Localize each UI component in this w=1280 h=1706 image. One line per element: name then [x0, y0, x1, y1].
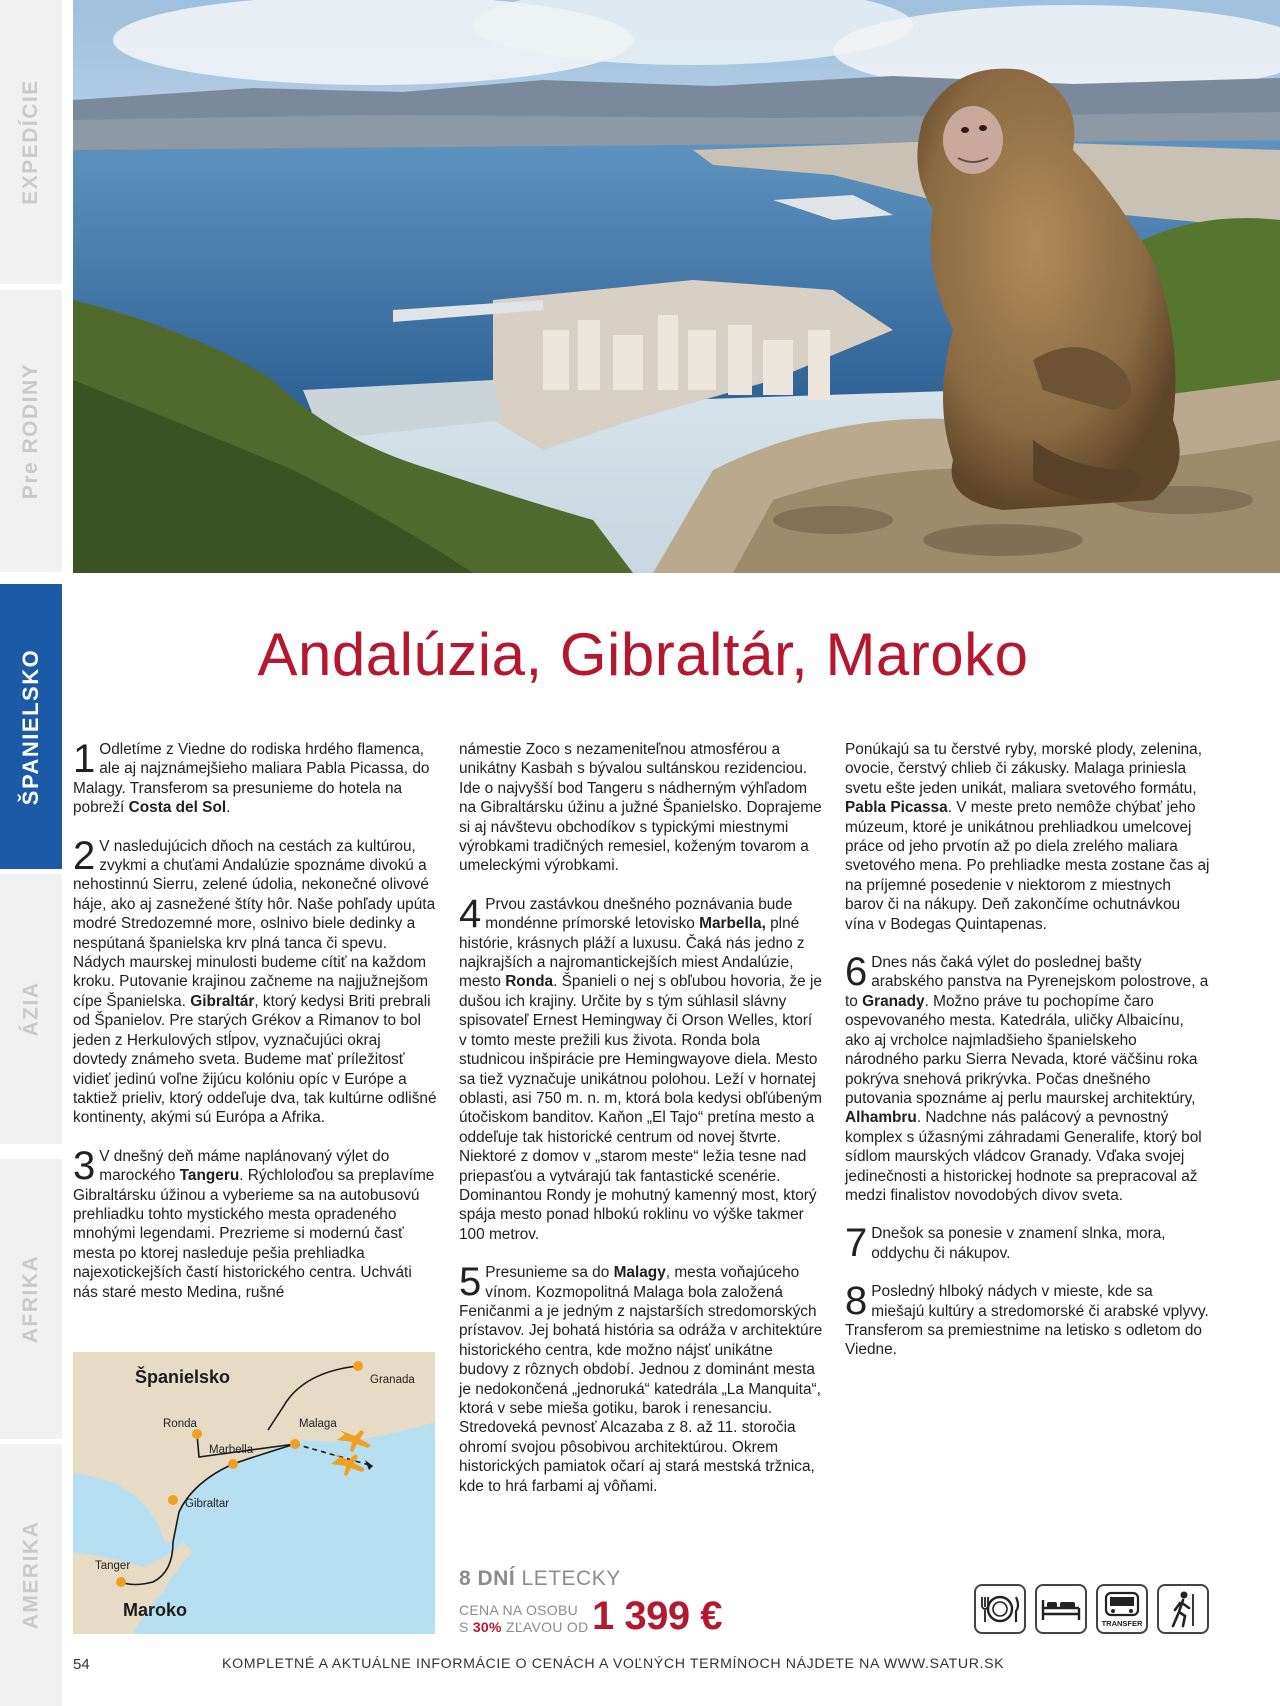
day-text: . Možno práve tu pochopíme čaro ospevovaného mesta. Katedrála, uličky Albaicínu, ako aj vrcholce najmladšieho španielskeho národného parku Sierra Nevada, ktoré väčšinu roka pokrýva snehová prikrývka. Počas dnešného putovania spoznáme aj perlu maurskej architektúry, — [845, 992, 1198, 1107]
day-text: , mesta voňajúceho vínom. Kozmopolitná Malaga bola založená Feničanmi a je jedným z najstarších stredomorských prístavov. Jej bohatá história sa odráža v architektúre historického centra, kde možno nájsť unikátne budovy z rôznych období. Jednou z dominánt mesta je nedokončená „jednoruká“ katedrála „La Manquita“, ktorá v sebe mieša gotiku, barok i renesanciu. Stredoveká pevnosť Alcazaba z 8. až 11. storočia ohromí svojou pôsobivou architektúrou. Okrem historických pamiatok očarí aj stará mestská tržnica, kde to hrá farbami aj vôňami. — [459, 1264, 823, 1495]
day-text: . V meste preto nemôže chýbať jeho múzeum, ktoré je unikátnou prehliadkou umelcovej práce od jeho prvotín až po diela zrelého maliara svetového mena. Po prehliadke mesta zostane čas aj na príjemné posedenie v niektorom z miestnych barov či na nákupy. Deň zakončíme ochutnávkou vína v Bodegas Quintapenas. — [845, 799, 1210, 933]
tab-afrika[interactable] — [0, 1159, 62, 1439]
day-text: . Španieli o nej s obľubou hovoria, že je dušou ich krajiny. Určite by s tým súhlasil slávny spisovateľ Ernest Hemingway či Orson Welles, ktorí v tomto meste prežili kus života. Ronda bola studnicou inšpirácie pre Hemingwayove diela. Mesto sa tiež vyznačuje unikátnou polohou. Leží v hornatej oblasti, asi 750 m. n. m, ktorá bola kedysi obľúbeným útočiskom banditov. Kaňon „El Tajo“ pretína mesto a oddeľuje tak historické centrum od novej štvrte. Niektoré z domov v „starom meste“ ležia tesne nad priepasťou a vytvárajú tak fantastické scenérie. Dominantou Rondy je mohutný kamenný most, ktorý spája mesto ponad hlbokú roklinu vo výške takmer 100 metrov. — [459, 973, 822, 1243]
itinerary-day-8 — [845, 1279, 1210, 1360]
transfer-bus-icon — [1096, 1584, 1148, 1634]
day-text: , ktorý kedysi Briti prebrali od Španielov. Pre starých Grékov a Rimanov to bol jeden z Herkulových stĺpov, vyznačujúci okraj dovtedy známeho sveta. Budeme mať príležitosť vidieť jedinú voľne žijúcu kolóniu opíc v Európe a taktiež prieliv, ktorý oddeľuje dva, tak kultúrne odlišné kontinenty, akými sú Európa a Afrika. — [73, 992, 437, 1127]
map-label-morocco: Maroko — [123, 1600, 188, 1620]
day-text: Prvou zastávkou dnešného poznávania bude mondénne prímorské letovisko — [485, 895, 793, 933]
tab-pre-rodiny[interactable] — [0, 290, 62, 572]
day-text: plné histórie, krásnych pláží a luxusu. Čaká nás jedno z najkrajších a najromantickejších miest Andalúzie, mesto — [459, 915, 805, 991]
day-text: V nasledujúcich dňoch na cestách za kultúrou, zvykmi a chuťami Andalúzie spoznáme divokú a nehostinnú Sierru, zelené údolia, nekonečné olivové háje, ako aj zasnežené štíty hôr. Naše pohľady upúta modré Stredozemné more, oslnivo biele dedinky a nespútaná španielska krv plná tanca či spevu. Nádych maurskej minulosti budeme cítiť na každom kroku. Putovanie krajinou začneme na najjužnejšom cípe Španielska. — [73, 837, 436, 1010]
day-text: Dnešok sa ponesie v znamení slnka, mora, oddychu či nákupov. — [871, 1225, 1166, 1262]
itinerary-day-7 — [845, 1221, 1210, 1266]
map-city-ronda: Ronda — [163, 1418, 197, 1430]
day-text: . Nadchne nás palácový a pevnostný komplex s úžasnými záhradami Generalife, ktorý bol sídlom maurských vládcov Granady. Vďaka svojej jedinečnosti a historickej hodnote sa prepracoval až medzi finalistov novodobých divov sveta. — [845, 1109, 1202, 1204]
day-text: . — [226, 799, 231, 817]
itinerary-day-5-continued — [845, 740, 1210, 934]
map-city-granada: Granada — [370, 1374, 415, 1386]
day-text: Presunieme sa do — [485, 1264, 614, 1282]
itinerary-day-6 — [845, 950, 1210, 1205]
highlight-place: Alhambru — [845, 1109, 917, 1127]
day-text: Ponúkajú sa tu čerstvé ryby, morské plody, zelenina, ovocie, čerstvý chlieb či zákusky. Malaga priniesla svetu ešte jeden unikát, maliara svetového formátu, — [845, 741, 1203, 797]
tab-spanielsko-label: ŠPANIELSKO — [18, 648, 44, 805]
day-text: Dnes nás čaká výlet do poslednej bašty arabského panstva na Pyrenejskom polostrove, a to — [845, 954, 1209, 1010]
map-city-malaga: Malaga — [299, 1418, 337, 1430]
day-text: . Rýchloloďou sa preplavíme Gibraltársku úžinou a vyberieme sa na autobusovú prehliadku tohto mystického mesta opradeného mnohými legendami. Prezrieme si modernú časť mesta po ktorej nasleduje pešia prehliadka najexotickejších častí historického centra. Uchváti nás staré mesto Medina, rušné — [73, 1167, 435, 1301]
day-number: 3 — [73, 1143, 96, 1188]
day-number: 5 — [459, 1260, 482, 1305]
tab-expedicie[interactable] — [0, 0, 62, 284]
itinerary-day-1 — [73, 737, 438, 818]
day-text: V dnešný deň máme naplánovaný výlet do marockého — [99, 1147, 390, 1185]
itinerary-day-3 — [73, 1143, 438, 1302]
trip-price: 1 399 € — [592, 1594, 722, 1638]
text-column-2 — [459, 740, 824, 1515]
itinerary-day-3-continued: námestie Zoco s nezameniteľnou atmosférou a unikátny Kasbah s bývalou sultánskou rezidenciou. Ide o najvyšší bod Tangeru s nádherným výhľadom na Gibraltársku úžinu a južné Španielsko. Doprajeme si aj návštevu obchodíkov s typickými miestnymi výrobkami tradičných remesiel, koženým tovarom a umeleckými výrobkami. — [459, 741, 822, 875]
trip-days: 8 DNÍ — [459, 1567, 516, 1590]
highlight-place: Gibraltár — [190, 992, 255, 1010]
text-column-1 — [73, 737, 438, 1321]
highlight-place: Tangeru — [179, 1167, 240, 1185]
tab-pre-rodiny-label: Pre RODINY — [19, 362, 42, 500]
tab-azia-label: ÁZIA — [19, 981, 42, 1037]
itinerary-day-2 — [73, 833, 438, 1128]
discount-value: 30% — [472, 1619, 502, 1635]
text-column-3 — [845, 740, 1210, 1379]
highlight-place: Costa del Sol — [128, 799, 227, 817]
bed-icon — [1035, 1584, 1087, 1634]
price-label-rest: ZĽAVOU OD — [505, 1619, 589, 1635]
route-map — [73, 1352, 435, 1634]
itinerary-day-4 — [459, 891, 824, 1244]
map-label-spain: Španielsko — [135, 1367, 231, 1387]
meals-icon — [974, 1584, 1026, 1634]
price-label-line-1: CENA NA OSOBU — [459, 1602, 579, 1618]
day-number: 4 — [459, 891, 482, 936]
highlight-place: Marbella, — [699, 915, 766, 933]
tab-amerika-label: AMERIKA — [19, 1520, 42, 1630]
footer-info: KOMPLETNÉ A AKTUÁLNE INFORMÁCIE O CENÁCH A VOĽNÝCH TERMÍNOCH NÁJDETE NA WWW.SATUR.SK — [222, 1656, 1005, 1672]
hero-photo-gibraltar-macaque — [73, 0, 1280, 573]
tab-afrika-label: AFRIKA — [19, 1254, 43, 1344]
page-title: Andalúzia, Gibraltár, Maroko — [257, 621, 1029, 688]
section-tab-bar — [0, 0, 62, 1706]
day-text: Posledný hlboký nádych v mieste, kde sa miešajú kultúry a stredomorské či arabské vplyvy. Transferom sa premiestnime na letisko s odletom do Viedne. — [845, 1283, 1209, 1359]
tab-spanielsko[interactable] — [0, 584, 62, 869]
transfer-icon-label: TRANSFER — [1101, 1619, 1143, 1628]
map-city-marbella: Marbella — [209, 1444, 254, 1456]
day-number: 1 — [73, 737, 96, 781]
map-city-gibraltar: Gibraltar — [185, 1498, 230, 1510]
tab-expedicie-label: EXPEDÍCIE — [19, 79, 43, 205]
tab-amerika[interactable] — [0, 1444, 62, 1706]
highlight-name: Pabla Picassa — [845, 799, 948, 817]
itinerary-day-5 — [459, 1260, 824, 1496]
day-text: Odletíme z Viedne do rodiska hrdého flamenca, ale aj najznámejšieho maliara Pabla Picassa, do Malagy. Transferom sa presunieme do hotela na pobreží — [73, 741, 430, 817]
highlight-place: Ronda — [505, 973, 554, 991]
day-number: 8 — [845, 1279, 868, 1324]
trip-duration — [459, 1567, 621, 1591]
price-label-s: S — [459, 1619, 469, 1635]
day-number: 7 — [845, 1221, 868, 1266]
tab-azia[interactable] — [0, 874, 62, 1144]
price-label — [459, 1602, 589, 1636]
day-number: 6 — [845, 950, 868, 995]
page-number: 54 — [73, 1656, 90, 1673]
hiking-icon — [1157, 1584, 1209, 1634]
day-number: 2 — [73, 833, 96, 878]
map-city-tanger: Tanger — [95, 1560, 131, 1572]
trip-mode: LETECKY — [521, 1567, 621, 1590]
highlight-place: Malagy — [613, 1264, 666, 1282]
highlight-place: Granady — [862, 992, 925, 1010]
